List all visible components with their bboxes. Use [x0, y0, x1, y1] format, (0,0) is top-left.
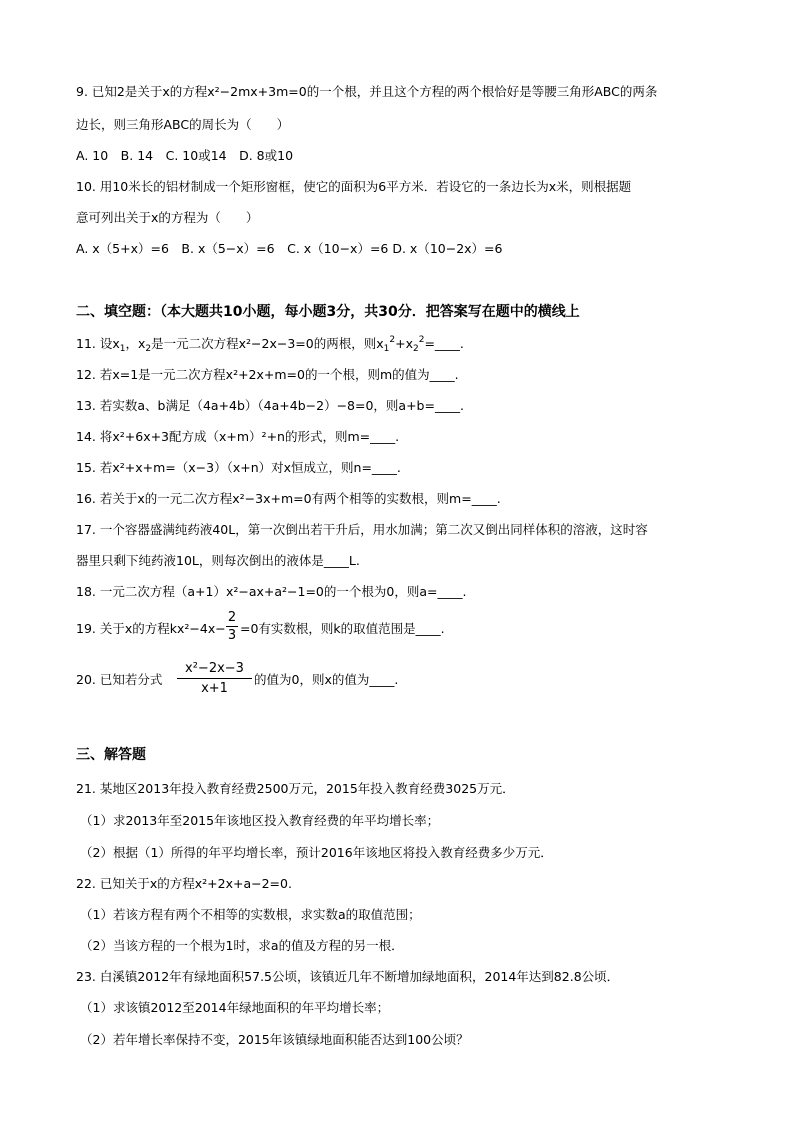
q11-sup2: 2	[418, 335, 425, 345]
question-14: 14. 将x²+6x+3配方成（x+m）²+n的形式，则m=____.	[76, 429, 400, 444]
q19-den: 3	[227, 628, 237, 643]
q11-mid: ，x	[125, 336, 146, 351]
q9-line1: 9. 已知2是关于x的方程x²−2mx+3m=0的一个根，并且这个方程的两个根恰好是等腰三角形ABC的两条	[76, 84, 658, 99]
q20-num: x²−2x−3	[185, 661, 244, 676]
q11-sub1: 1	[119, 344, 126, 354]
q23-line1: 23. 白溪镇2012年有绿地面积57.5公顷，该镇近几年不断增加绿地面积，2014年达到82.8公顷．	[76, 969, 620, 984]
q22-part2: （2）当该方程的一个根为1时，求a的值及方程的另一根．	[80, 938, 404, 953]
question-16: 16. 若关于x的一元二次方程x²−3x+m=0有两个相等的实数根，则m=____.	[76, 491, 501, 506]
q22-line1: 22. 已知关于x的方程x²+2x+a−2=0.	[76, 876, 292, 891]
q11-rest: 是一元二次方程x²−2x−3=0的两根，则x	[151, 336, 384, 351]
q20-pre: 20. 已知若分式	[76, 672, 163, 687]
q20-post: 的值为0，则x的值为____.	[254, 672, 399, 687]
question-18: 18. 一元二次方程（a+1）x²−ax+a²−1=0的一个根为0，则a=____.	[76, 584, 467, 599]
question-13: 13. 若实数a、b满足（4a+4b）（4a+4b−2）−8=0，则a+b=____.	[76, 398, 464, 413]
section-2-heading: 二、填空题：（本大题共10小题，每小题3分，共30分．把答案写在题中的横线上	[76, 304, 580, 320]
q9-options: A. 10 B. 14 C. 10或14 D. 8或10	[76, 148, 294, 163]
fraction-bar	[177, 678, 252, 679]
question-12: 12. 若x=1是一元二次方程x²+2x+m=0的一个根，则m的值为____.	[76, 367, 459, 382]
q11-sup1: 2	[389, 335, 396, 345]
q11-sub3: 1	[383, 344, 390, 354]
q23-part1: （1）求该镇2012至2014年绿地面积的年平均增长率；	[80, 1000, 390, 1015]
q11-tail: +x	[395, 336, 413, 351]
q19-post: =0有实数根，则k的取值范围是____.	[240, 621, 445, 636]
q10-options: A. x（5+x）=6 B. x（5−x）=6 C. x（10−x）=6 D. x（10−2x）=6	[76, 241, 503, 256]
q9-line2: 边长，则三角形ABC的周长为（ ）	[76, 117, 290, 132]
q17-line1: 17. 一个容器盛满纯药液40L，第一次倒出若干升后，用水加满；第二次又倒出同样体积的溶液，这时容	[76, 522, 648, 537]
q20-fraction	[177, 660, 252, 697]
q20-den: x+1	[201, 681, 228, 696]
fraction-bar	[226, 626, 238, 627]
q21-part2: （2）根据（1）所得的年平均增长率，预计2016年该地区将投入教育经费多少万元．	[80, 845, 553, 860]
section-3-heading: 三、解答题	[76, 747, 146, 763]
question-11	[76, 335, 464, 353]
q19-pre: 19. 关于x的方程kx²−4x−	[76, 621, 226, 636]
q22-part1: （1）若该方程有两个不相等的实数根，求实数a的取值范围；	[80, 907, 421, 922]
q21-line1: 21. 某地区2013年投入教育经费2500万元，2015年投入教育经费3025万元．	[76, 781, 515, 796]
q23-part2: （2）若年增长率保持不变，2015年该镇绿地面积能否达到100公顷？	[80, 1032, 469, 1047]
q10-line1: 10. 用10米长的铝材制成一个矩形窗框，使它的面积为6平方米．若设它的一条边长为x米，则根据题	[76, 179, 632, 194]
q19-num: 2	[227, 610, 237, 625]
q11-sub2: 2	[145, 344, 152, 354]
q17-line2: 器里只剩下纯药液10L，则每次倒出的液体是____L.	[76, 553, 360, 568]
q11-pre: 11. 设x	[76, 336, 120, 351]
q11-sub4: 2	[412, 344, 419, 354]
q19-fraction	[226, 610, 238, 643]
question-15: 15. 若x²+x+m=（x−3）（x+n）对x恒成立，则n=____.	[76, 460, 401, 475]
q21-part1: （1）求2013年至2015年该地区投入教育经费的年平均增长率；	[80, 813, 440, 828]
q11-end: =____.	[424, 336, 464, 351]
q10-line2: 意可列出关于x的方程为（ ）	[76, 210, 259, 225]
